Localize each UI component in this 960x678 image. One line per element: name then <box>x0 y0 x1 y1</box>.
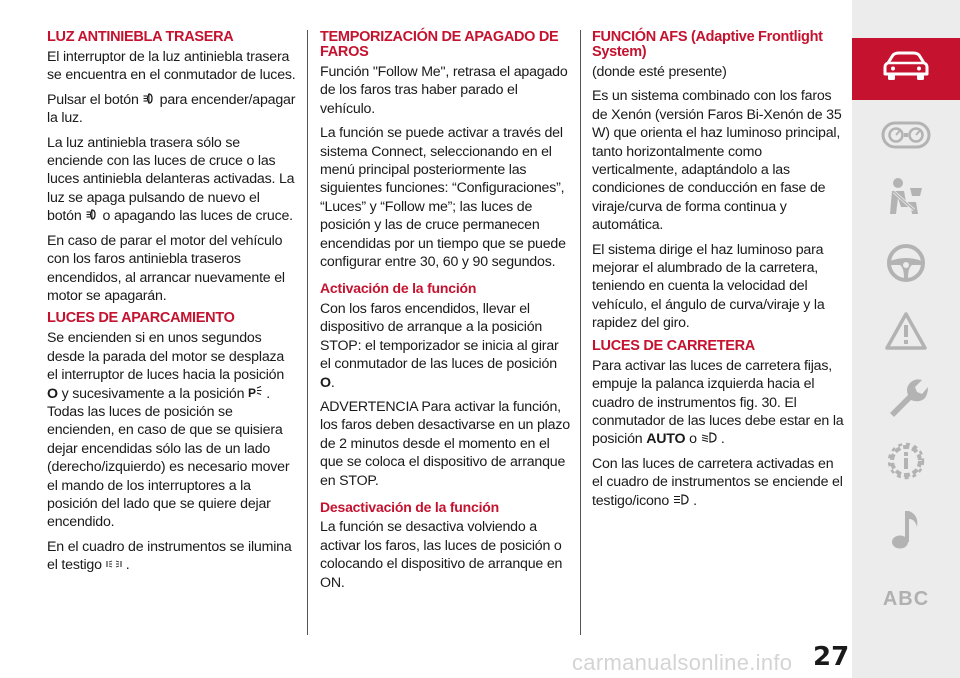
paragraph: El interruptor de la luz antiniebla trasera se encuentra en el conmutador de luces. <box>47 49 296 84</box>
column-2 <box>320 30 572 598</box>
sidebar-item-maintenance[interactable] <box>852 368 960 430</box>
subheading-deactivation: Desactivación de la función <box>320 498 499 515</box>
subheading-activation: Activación de la función <box>320 280 477 297</box>
paragraph: La función se desactiva volviendo a activar los faros, las luces de posición o colocando el dispositivo de arranque en ON. <box>320 519 563 591</box>
heading-follow-me: TEMPORIZACIÓN DE APAGADO DE FAROS <box>320 29 559 60</box>
heading-parking-lights: LUCES DE APARCAMIENTO <box>47 310 235 327</box>
warning-triangle-icon <box>884 311 928 356</box>
sidebar-item-starting-driving[interactable] <box>852 234 960 296</box>
seatbelt-icon <box>886 176 926 223</box>
high-beam-icon <box>673 492 689 510</box>
paragraph: En el cuadro de instrumentos se ilumina el testigo . <box>47 538 292 574</box>
rear-fog-light-icon <box>86 207 99 225</box>
music-note-icon <box>889 507 923 556</box>
sidebar-item-emergency[interactable] <box>852 302 960 364</box>
svg-text:P: P <box>248 385 257 398</box>
sidebar-item-instruments[interactable] <box>852 106 960 168</box>
paragraph: (donde esté presente) <box>592 64 727 80</box>
sidebar-item-vehicle[interactable] <box>852 38 960 100</box>
chapter-sidebar <box>852 0 960 678</box>
column-3 <box>592 30 844 516</box>
page-number: 27 <box>813 642 850 672</box>
low-beam-icon <box>701 430 717 448</box>
index-abc-label: ABC <box>882 587 930 610</box>
paragraph: Es un sistema combinado con los faros de Xenón (versión Faros Bi-Xenón de 35 W) que orienta el haz luminoso principal, tanto horizontalmente como verticalmente, adaptándolo a las condiciones de conducción en fase de viraje/curva de forma continua y automática. <box>592 88 842 234</box>
paragraph: Función "Follow Me", retrasa el apagado de los faros tras haber parado el vehículo. <box>320 64 568 117</box>
car-icon <box>880 50 932 89</box>
parking-light-icon <box>248 385 262 403</box>
paragraph: En caso de parar el motor del vehículo con los faros antiniebla traseros encendidos, al arrancar nuevamente el motor se apagarán. <box>47 232 285 304</box>
heading-high-beams: LUCES DE CARRETERA <box>592 337 755 354</box>
column-divider <box>307 30 308 635</box>
rear-fog-light-icon <box>143 91 156 109</box>
paragraph: Se encienden si en unos segundos desde la parada del motor se desplaza el interruptor de luces hacia la posición O y sucesivamente a la posición P . Todas las luces de posición se encienden, en caso de que se quisiera dejar encendidas sólo las de un lado (derecho/izquierdo) es necesario mover el mando de los interruptores a la posición del lado que se quiere dejar encendido. <box>47 330 290 531</box>
paragraph: Con los faros encendidos, llevar el dispositivo de arranque a la posición STOP: el temporizador se inicia al girar el conmutador de las luces de posición O. <box>320 300 559 391</box>
heading-afs: FUNCIÓN AFS (Adaptive Frontlight System) <box>592 29 823 60</box>
watermark: carmanualsonline.info <box>572 650 793 675</box>
sidebar-item-technical-data[interactable] <box>852 432 960 494</box>
steering-wheel-icon <box>885 242 927 289</box>
paragraph: El sistema dirige el haz luminoso para mejorar el alumbrado de la carretera, teniendo en cuenta la velocidad del vehículo, el ángulo de curva/viraje y la rapidez del giro. <box>592 241 825 332</box>
paragraph: Con las luces de carretera activadas en el cuadro de instrumentos se enciende el testigo/icono . <box>592 455 843 509</box>
column-divider <box>580 30 581 635</box>
heading-rear-fog: LUZ ANTINIEBLA TRASERA <box>47 29 234 45</box>
position-lights-icon <box>106 556 122 574</box>
wrench-icon <box>884 375 928 424</box>
paragraph: La luz antiniebla trasera sólo se enciende con las luces de cruce o las luces antiniebla delanteras activadas. La luz se apaga pulsando de nuevo el botón o apagando las luces de cruce. <box>47 134 295 225</box>
paragraph: La función se puede activar a través del sistema Connect, seleccionando en el menú principal posteriormente las siguientes funciones: “Configuraciones”, “Luces” y “Follow me”; las luces de posición y las de cruce permanecen encendidas por un tiempo que se puede configurar entre 30, 60 y 90 segundos. <box>320 125 566 271</box>
sidebar-item-safety[interactable] <box>852 168 960 230</box>
info-gear-icon <box>883 438 929 489</box>
paragraph: Para activar las luces de carretera fijas, empuje la palanca izquierda hacia el cuadro de instrumentos fig. 30. El conmutador de las luces debe estar en la posición AUTO o . <box>592 357 844 448</box>
paragraph: ADVERTENCIA Para activar la función, los faros deben desactivarse en un plazo de 2 minutos desde el momento en el que se coloca el dispositivo de arranque en STOP. <box>320 398 570 489</box>
column-1 <box>47 30 297 581</box>
paragraph: Pulsar el botón para encender/apagar la luz. <box>47 91 296 127</box>
sidebar-item-multimedia[interactable] <box>852 500 960 562</box>
sidebar-item-index[interactable] <box>852 568 960 630</box>
dashboard-gauges-icon <box>880 118 932 157</box>
